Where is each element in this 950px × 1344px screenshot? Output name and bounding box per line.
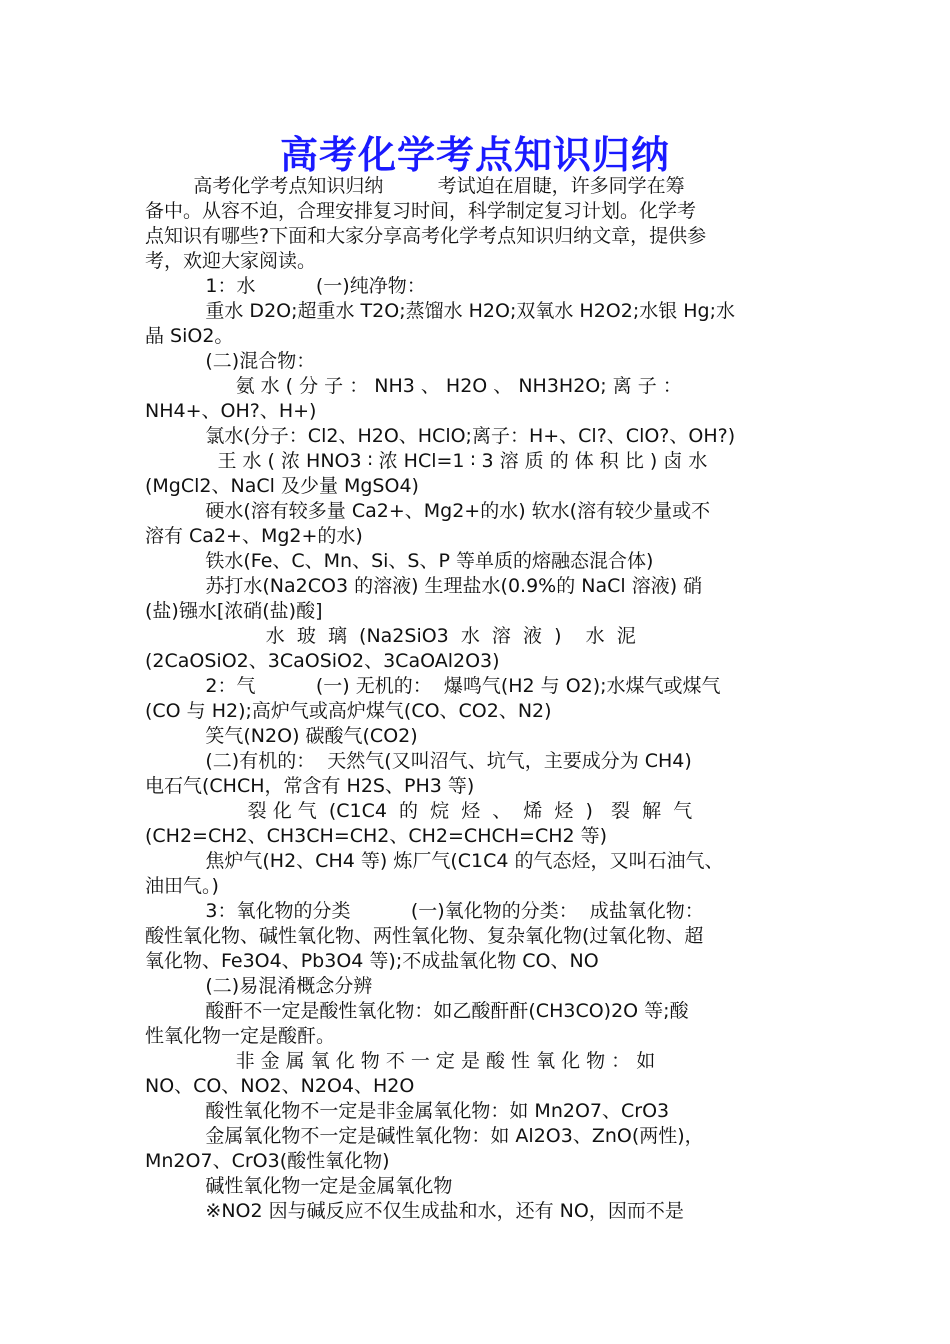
text-line: 重水 D2O;超重水 T2O;蒸馏水 H2O;双氧水 H2O2;水银 Hg;水 <box>145 300 736 322</box>
text-line: 金属氧化物不一定是碱性氧化物：如 Al2O3、ZnO(两性)， <box>145 1125 704 1147</box>
text-line: 水 玻 璃 (Na2SiO3 水 溶 液 ) 水 泥 <box>145 625 636 647</box>
text-line: 铁水(Fe、C、Mn、Si、S、P 等单质的熔融态混合体) <box>145 550 654 572</box>
text-line: 点知识有哪些?下面和大家分享高考化学考点知识归纳文章，提供参 <box>145 225 707 247</box>
text-line: 酸酐不一定是酸性氧化物：如乙酸酐酐(CH3CO)2O 等;酸 <box>145 1000 689 1022</box>
text-line: (二)混合物： <box>145 350 316 372</box>
text-line: 2：气 (一) 无机的： 爆鸣气(H2 与 O2);水煤气或煤气 <box>145 675 721 697</box>
text-line: 焦炉气(H2、CH4 等) 炼厂气(C1C4 的气态烃，又叫石油气、 <box>145 850 724 872</box>
text-line: (二)易混淆概念分辨 <box>145 975 373 997</box>
text-line: 1：水 (一)纯净物： <box>145 275 426 297</box>
text-line: 碱性氧化物一定是金属氧化物 <box>145 1175 453 1197</box>
text-line: 电石气(CHCH，常含有 H2S、PH3 等) <box>145 775 475 797</box>
text-line: (CH2=CH2、CH3CH=CH2、CH2=CHCH=CH2 等) <box>145 825 608 847</box>
text-line: (MgCl2、NaCl 及少量 MgSO4) <box>145 475 419 497</box>
text-line: 苏打水(Na2CO3 的溶液) 生理盐水(0.9%的 NaCl 溶液) 硝 <box>145 575 703 597</box>
text-line: 裂 化 气 (C1C4 的 烷 烃 、 烯 烃 ) 裂 解 气 <box>145 800 693 822</box>
text-line: 氨 水 ( 分 子 ： NH3 、 H2O 、 NH3H2O; 离 子 ： <box>145 375 682 397</box>
text-line: 王 水 ( 浓 HNO3 ∶ 浓 HCl=1 ∶ 3 溶 质 的 体 积 比 ) 卤 水 <box>145 450 708 472</box>
text-line: 性氧化物一定是酸酐。 <box>145 1025 336 1047</box>
text-line: 酸性氧化物不一定是非金属氧化物：如 Mn2O7、CrO3 <box>145 1100 670 1122</box>
text-line: (盐)镪水[浓硝(盐)酸] <box>145 600 323 622</box>
text-line: 氧化物、Fe3O4、Pb3O4 等);不成盐氧化物 CO、NO <box>145 950 599 972</box>
text-line: 考，欢迎大家阅读。 <box>145 250 317 272</box>
text-line: 非 金 属 氧 化 物 不 一 定 是 酸 性 氧 化 物 ： 如 <box>145 1050 656 1072</box>
text-line: NO、CO、NO2、N2O4、H2O <box>145 1075 415 1097</box>
text-line: 油田气。) <box>145 875 219 897</box>
text-line: ※NO2 因与碱反应不仅生成盐和水，还有 NO，因而不是 <box>145 1200 684 1222</box>
text-line: 酸性氧化物、碱性氧化物、两性氧化物、复杂氧化物(过氧化物、超 <box>145 925 704 947</box>
text-line: 高考化学考点知识归纳 考试迫在眉睫，许多同学在筹 <box>145 175 685 197</box>
text-line: 氯水(分子：Cl2、H2O、HClO;离子：H+、Cl?、ClO?、OH?) <box>145 425 736 447</box>
text-line: 备中。从容不迫，合理安排复习时间，科学制定复习计划。化学考 <box>145 200 697 222</box>
text-line: 笑气(N2O) 碳酸气(CO2) <box>145 725 418 747</box>
text-line: (二)有机的： 天然气(又叫沼气、坑气，主要成分为 CH4) <box>145 750 692 772</box>
text-line: 晶 SiO2。 <box>145 325 234 347</box>
text-line: Mn2O7、CrO3(酸性氧化物) <box>145 1150 390 1172</box>
text-line: NH4+、OH?、H+) <box>145 400 317 422</box>
text-line: 溶有 Ca2+、Mg2+的水) <box>145 525 363 547</box>
text-line: 硬水(溶有较多量 Ca2+、Mg2+的水) 软水(溶有较少量或不 <box>145 500 711 522</box>
text-line: (2CaOSiO2、3CaOSiO2、3CaOAl2O3) <box>145 650 500 672</box>
document-title: 高考化学考点知识归纳 <box>279 133 670 177</box>
document-body <box>145 174 807 1224</box>
text-line: 3：氧化物的分类 (一)氧化物的分类： 成盐氧化物： <box>145 900 704 922</box>
text-line: (CO 与 H2);高炉气或高炉煤气(CO、CO2、N2) <box>145 700 552 722</box>
